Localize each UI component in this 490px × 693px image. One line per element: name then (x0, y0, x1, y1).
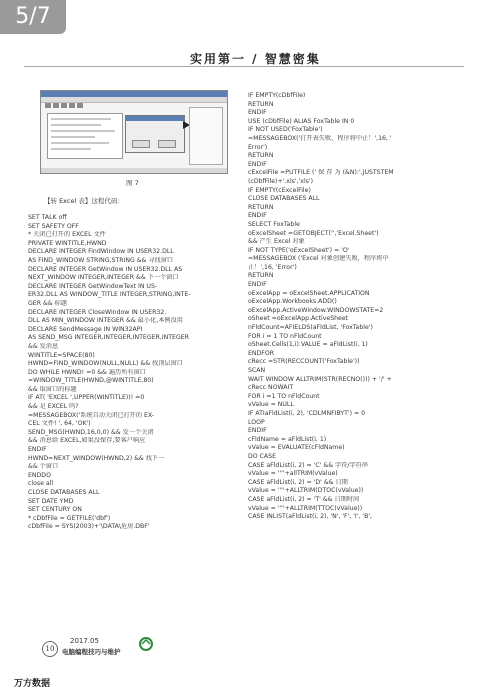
code-line: SET DATE YMD (28, 497, 74, 505)
figure-row (51, 124, 101, 126)
magazine-name: 电脑编程技巧与维护 (62, 648, 121, 656)
code-line: FOR i = 1 TO nFldCount (248, 332, 322, 340)
figure-row (51, 130, 115, 132)
section-intro: 【转 Excel 表】这程代码： (44, 197, 124, 205)
figure-dialog (125, 115, 185, 153)
code-line: DECLARE INTEGER CloseWindow IN USER32. (28, 308, 167, 316)
figure-toolbar-icon (53, 103, 59, 108)
code-line: Error') (248, 143, 268, 151)
code-line: RETURN (248, 100, 274, 108)
code-line: IF NOT USED('FoxTable') (248, 126, 323, 134)
code-line: (cDbfFile)+'.xls','xls') (248, 177, 313, 185)
figure-toolbar-icon (69, 103, 75, 108)
code-line: && 产生 Excel 对象 (248, 238, 305, 246)
code-line: oExcelSheet =GETOBJECT('','Excel.Sheet') (248, 229, 379, 237)
code-line: =MESSAGEBOX ('Excel 对象创建失败，程序将中 (248, 255, 389, 263)
code-line: cRecc =STR(RECCOUNT('FoxTable')) (248, 358, 360, 366)
code-line: DECLARE INTEGER FindWindow IN USER32.DLL (28, 248, 174, 256)
code-line: ER32.DLL AS WINDOW_TITLE INTEGER,STRING,INTE- (28, 291, 191, 299)
code-line: RETURN (248, 272, 274, 280)
code-line: GER && 标题 (28, 299, 67, 307)
code-line: && 个窗口 (28, 463, 59, 471)
code-line: SEND_MSG(HWND,16,0,0) && 发一个关闭 (28, 428, 154, 436)
code-line: CASE INLIST(aFldList(i, 2), 'N', 'F', 'I', 'B', (248, 513, 373, 521)
code-line: SCAN (248, 367, 266, 374)
code-line: * 关闭已打开的 EXCEL 文件 (28, 231, 106, 239)
code-line: IF EMPTY(cExcelFile) (248, 186, 311, 194)
code-line: FOR i =1 TO nFldCount (248, 392, 320, 400)
figure-side-panel (189, 107, 223, 165)
database-watermark: 万方数据 (14, 679, 51, 689)
code-listing-right (248, 92, 464, 522)
code-line: IF NOT TYPE('oExcelSheet') = 'O' (248, 246, 350, 254)
code-line: WINTITLE=SPACE(80) (28, 351, 95, 359)
figure-dialog-button (132, 140, 150, 148)
code-line: ENDFOR (248, 349, 275, 357)
figure-row (51, 118, 111, 120)
figure-caption: 图 7 (126, 179, 139, 187)
code-line: CASE aFldList(i, 2) = 'T' && 日期时间 (248, 495, 360, 503)
code-line: IF AT( 'EXCEL ',UPPER(WINTITLE))! =0 (28, 394, 145, 402)
figure-row (51, 142, 109, 144)
code-line: SET SAFETY OFF (28, 222, 79, 230)
code-line: ENDIF (248, 281, 267, 289)
code-line: CEL 文件! ', 64, 'OK') (28, 420, 91, 428)
code-line: HWND=NEXT_WINDOW(HWND,2) && 找下一 (28, 454, 165, 462)
code-line: ENDIF (248, 212, 267, 220)
code-line: SELECT FoxTable (248, 220, 300, 228)
code-line: RETURN (248, 203, 274, 211)
code-line: cFldName = aFldList(i, 1) (248, 435, 327, 443)
code-line: =MESSAGEBOX('系统自动关闭已打开的 EX- (28, 411, 155, 419)
code-line: && 取窗口的标题 (28, 385, 77, 393)
code-line: =MESSAGEBOX('打开表失败，程序将中止！',16, ' (248, 134, 392, 142)
code-line: DECLARE INTEGER GetWindow IN USER32.DLL AS (28, 265, 183, 273)
code-line: oExcelApp.ActiveWindow.WINDOWSTATE=2 (248, 306, 384, 314)
code-line: HWND=FIND_WINDOW(NULL,NULL) && 找顶层窗口 (28, 360, 183, 368)
magazine-logo-icon (138, 636, 154, 652)
code-line: oExcelApp = oExcelSheet.APPLICATION (248, 289, 370, 297)
code-line: CLOSE DATABASES ALL (248, 195, 320, 203)
figure-dialog-button (158, 140, 176, 148)
code-line: vValue = ''''+allTRIM(vValue) (248, 470, 338, 478)
code-line: oSheet.Cells(1,i).VALUE = aFldList(i, 1) (248, 341, 368, 349)
code-line: CASE aFldList(i, 2) = 'C' && 字符/字符串 (248, 461, 369, 469)
code-line: && 发消息 (28, 342, 59, 350)
header-rule (24, 66, 464, 67)
figure-row (51, 148, 91, 150)
code-line: && 消息给 EXCEL,如果没保存,要客户响应 (28, 437, 146, 445)
code-line: AS FIND_WINDOW STRING,STRING && 寻找窗口 (28, 256, 174, 264)
figure-7-screenshot (40, 90, 228, 174)
code-line: CASE aFldList(i, 2) = 'D' && 日期 (248, 478, 348, 486)
code-line: vValue = ''''+ALLTRIM(TTOC(vValue)) (248, 504, 363, 512)
code-line: ENDIF (248, 427, 267, 435)
running-header: 实用第一 / 智慧密集 (190, 52, 321, 66)
code-line: DECLARE SendMessage IN WIN32API (28, 325, 143, 333)
code-line: DLL AS MIN_WINDOW INTEGER && 最小化,本例没用 (28, 317, 183, 325)
code-line: cDbfFile = SYS(2003)+'\DATA\危房.DBF' (28, 523, 150, 531)
figure-toolbar-icon (77, 103, 83, 108)
code-line: oExcelApp.Workbooks.ADD() (248, 298, 337, 306)
code-line: cRecc NOWAIT (248, 384, 294, 392)
figure-toolbar-icon (61, 103, 67, 108)
code-line: oSheet =oExcelApp.ActiveSheet (248, 315, 349, 323)
figure-row (51, 136, 95, 138)
code-line: PRIVATE WINTITLE,HWND (28, 239, 107, 247)
code-line: SET TALK off (28, 214, 67, 221)
code-line: AS SEND_MSG INTEGER,INTEGER,INTEGER,INTEGER (28, 334, 189, 342)
code-line: nFldCount=AFIELDS(aFldList, 'FoxTable') (248, 324, 373, 332)
figure-toolbar-icon (45, 103, 51, 108)
code-line: CLOSE DATABASES ALL (28, 489, 100, 496)
code-line: ENDIF (248, 109, 267, 117)
code-line: IF ATIaFldList(i, 2), 'CDLMNFIBYT') = 0 (248, 409, 366, 417)
code-line: LOOP (248, 418, 265, 426)
code-line: IF EMPTY(cDbfFile) (248, 92, 306, 99)
figure-statusbar (41, 168, 227, 173)
code-line: vValue = NULL (248, 401, 294, 409)
page-number: 10 (42, 641, 58, 657)
code-line: SET CENTURY ON (28, 506, 82, 514)
code-line: DO WHILE HWND! =0 && 遍历所有窗口 (28, 368, 146, 376)
code-listing-left (28, 214, 238, 532)
code-line: * cDbfFile = GETFILE('dbf') (28, 514, 111, 522)
code-line: WAIT WINDOW ALLTRIM(STR(RECNO())) + '/' + (248, 375, 392, 383)
code-line: NEXT_WINDOW INTEGER,INTEGER && 下一个窗口 (28, 274, 179, 282)
code-line: DECLARE INTEGER GetWindowText IN US- (28, 282, 158, 290)
code-line: cExcelFile =PUTFILE (' 保 存 为 (&N):',JUSTSTEM (248, 169, 394, 177)
code-line: RETURN (248, 152, 274, 160)
figure-table-panel (47, 113, 123, 159)
code-line: DO CASE (248, 452, 276, 460)
code-line: close all (28, 480, 54, 488)
code-line: ENDIF (28, 446, 47, 454)
code-line: vValue = ''''+ALLTRIM(DTOC(vValue)) (248, 487, 364, 495)
code-line: && 是 EXCEL 吗? (28, 403, 79, 411)
issue-date: 2017.05 (70, 637, 99, 645)
figure-dialog-titlebar (126, 116, 184, 121)
code-line: 止！',16, 'Error') (248, 263, 297, 271)
code-line: USE (cDbfFile) ALIAS FoxTable IN 0 (248, 117, 355, 125)
code-line: ENDIF (248, 160, 267, 168)
code-line: ENDDO (28, 471, 51, 479)
code-line: =WINDOW_TITLE(HWND,@WINTITLE,80) (28, 377, 154, 385)
page-indicator-badge: 5/7 (0, 0, 66, 34)
code-line: vValue = EVALUATE(cFldName) (248, 444, 345, 452)
